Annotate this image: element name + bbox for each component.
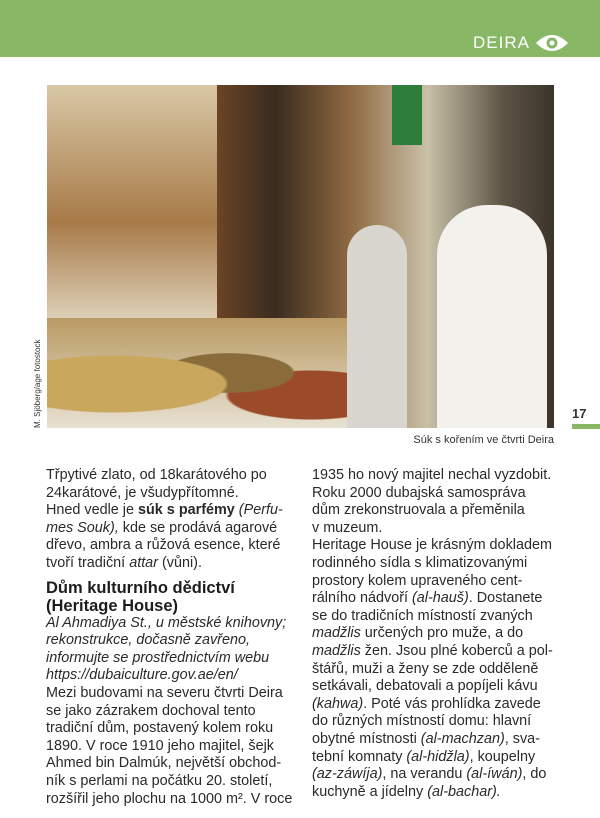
text-segment: rálního nádvoří <box>312 590 412 607</box>
text-line <box>312 766 553 784</box>
text-segment: setkávali, debatovali a popíjeli kávu <box>312 678 538 695</box>
intro-paragraph <box>46 467 292 573</box>
text-segment: (vůni). <box>157 554 202 571</box>
text-line <box>46 755 292 773</box>
photo-caption: Súk s kořením ve čtvrti Deira <box>413 434 554 446</box>
text-line <box>312 467 553 485</box>
text-line <box>46 685 292 703</box>
text-segment: (al-íwán) <box>466 766 523 783</box>
text-segment: súk s parfémy <box>138 502 235 519</box>
text-line <box>46 703 292 721</box>
text-segment: madžlis <box>312 625 361 642</box>
text-line <box>312 749 553 767</box>
text-segment: Hned vedle je <box>46 502 139 519</box>
eye-icon <box>534 33 570 53</box>
text-line <box>46 502 292 520</box>
text-line <box>46 615 292 633</box>
text-line <box>46 485 292 503</box>
text-segment: ník s perlami na počátku 20. století, <box>46 772 273 789</box>
text-segment: https://dubaiculture.gov.ae/en/ <box>46 667 238 684</box>
text-segment: do různých místností domu: hlavní <box>312 713 532 730</box>
text-line <box>312 696 553 714</box>
page-number: 17 <box>572 406 587 421</box>
text-line <box>312 590 553 608</box>
photo-credit: M. Sjöberg/age fotostock <box>33 339 42 428</box>
text-segment: , koupelny <box>469 748 536 765</box>
heritage-house-paragraph <box>46 615 292 809</box>
text-segment: dřevo, ambra a růžová esence, které <box>46 537 281 554</box>
text-line <box>46 650 292 668</box>
text-segment: , sva- <box>504 730 540 747</box>
text-line <box>312 784 553 802</box>
text-line <box>312 520 553 538</box>
spice-souk-photo <box>47 85 554 428</box>
text-segment: tební komnaty <box>312 748 407 765</box>
text-segment: rekonstrukce, dočasně zavřeno, <box>46 632 250 649</box>
text-segment: tvoří tradiční <box>46 554 130 571</box>
text-line <box>312 555 553 573</box>
text-segment: informujte se prostřednictvím webu <box>46 649 270 666</box>
text-segment: 1890. V roce 1910 jeho majitel, šejk <box>46 737 274 754</box>
text-segment: kde se prodává agarové <box>118 519 278 536</box>
text-line <box>46 773 292 791</box>
text-segment: (al-bachar). <box>427 783 501 800</box>
text-line <box>312 485 553 503</box>
heading-line: (Heritage House) <box>46 596 179 615</box>
text-line <box>312 537 553 555</box>
text-line <box>46 467 292 485</box>
text-segment: štářů, muži a ženy se zde odděleně <box>312 660 539 677</box>
text-segment: (Perfu- <box>234 502 283 519</box>
text-segment: Ahmed bin Dalmúk, největší obchod- <box>46 755 282 772</box>
text-line <box>46 520 292 538</box>
text-line <box>46 720 292 738</box>
text-line <box>46 667 292 685</box>
text-segment: obytné místnosti <box>312 730 421 747</box>
text-segment: 24karátové, je všudypřítomné. <box>46 484 239 501</box>
text-segment: 1935 ho nový majitel nechal vyzdobit. <box>312 467 552 483</box>
text-segment: určených pro muže, a do <box>360 625 524 642</box>
text-segment: (az-záwíja) <box>312 766 383 783</box>
text-line <box>46 632 292 650</box>
text-segment: (al-hidžla) <box>406 748 470 765</box>
text-line <box>312 625 553 643</box>
text-line <box>46 537 292 555</box>
text-line <box>312 713 553 731</box>
text-segment: rozšířil jeho plochu na 1000 m². V roce <box>46 790 293 807</box>
text-segment: (kahwa) <box>312 695 364 712</box>
text-line <box>312 731 553 749</box>
text-segment: (al-hauš) <box>412 590 469 607</box>
text-line <box>312 608 553 626</box>
text-segment: Roku 2000 dubajská samospráva <box>312 484 526 501</box>
text-segment: madžlis <box>312 642 361 659</box>
text-segment: , do <box>522 766 547 783</box>
text-segment: attar <box>129 554 158 571</box>
text-segment: Mezi budovami na severu čtvrti Deira <box>46 684 283 701</box>
text-segment: žen. Jsou plné koberců a pol- <box>360 642 553 659</box>
text-segment: kuchyně a jídelny <box>312 783 428 800</box>
page-marker-bar <box>572 424 600 429</box>
text-line <box>312 643 553 661</box>
right-column <box>312 467 553 801</box>
left-column <box>46 467 292 808</box>
text-segment: , na verandu <box>382 766 467 783</box>
text-line <box>312 661 553 679</box>
text-segment: Třpytivé zlato, od 18karátového po <box>46 467 267 483</box>
text-segment: Heritage House je krásným dokladem <box>312 537 552 554</box>
text-segment: prostory kolem upraveného cent- <box>312 572 523 589</box>
text-line <box>46 791 292 809</box>
text-segment: mes Souk), <box>46 519 119 536</box>
text-segment: . Poté vás prohlídka zavede <box>363 695 541 712</box>
text-segment: se do tradičních místností zvaných <box>312 607 533 624</box>
text-segment: (al-machzan) <box>420 730 505 747</box>
section-header <box>0 0 600 57</box>
section-title: DEIRA <box>473 33 530 52</box>
text-line <box>46 738 292 756</box>
text-segment: se jako zázrakem dochoval tento <box>46 702 256 719</box>
text-line <box>312 573 553 591</box>
text-line <box>312 502 553 520</box>
heading-line: Dům kulturního dědictví <box>46 578 235 597</box>
text-segment: Al Ahmadiya St., u městské knihovny; <box>46 614 287 631</box>
heritage-house-continued <box>312 467 553 801</box>
text-segment: v muzeum. <box>312 519 383 536</box>
text-segment: . Dostanete <box>468 590 543 607</box>
text-line <box>312 678 553 696</box>
text-segment: rodinného sídla s klimatizovanými <box>312 554 528 571</box>
text-line <box>46 555 292 573</box>
text-segment: dům zrekonstruovala a přeměnila <box>312 502 525 519</box>
text-segment: tradiční dům, postavený kolem roku <box>46 720 274 737</box>
